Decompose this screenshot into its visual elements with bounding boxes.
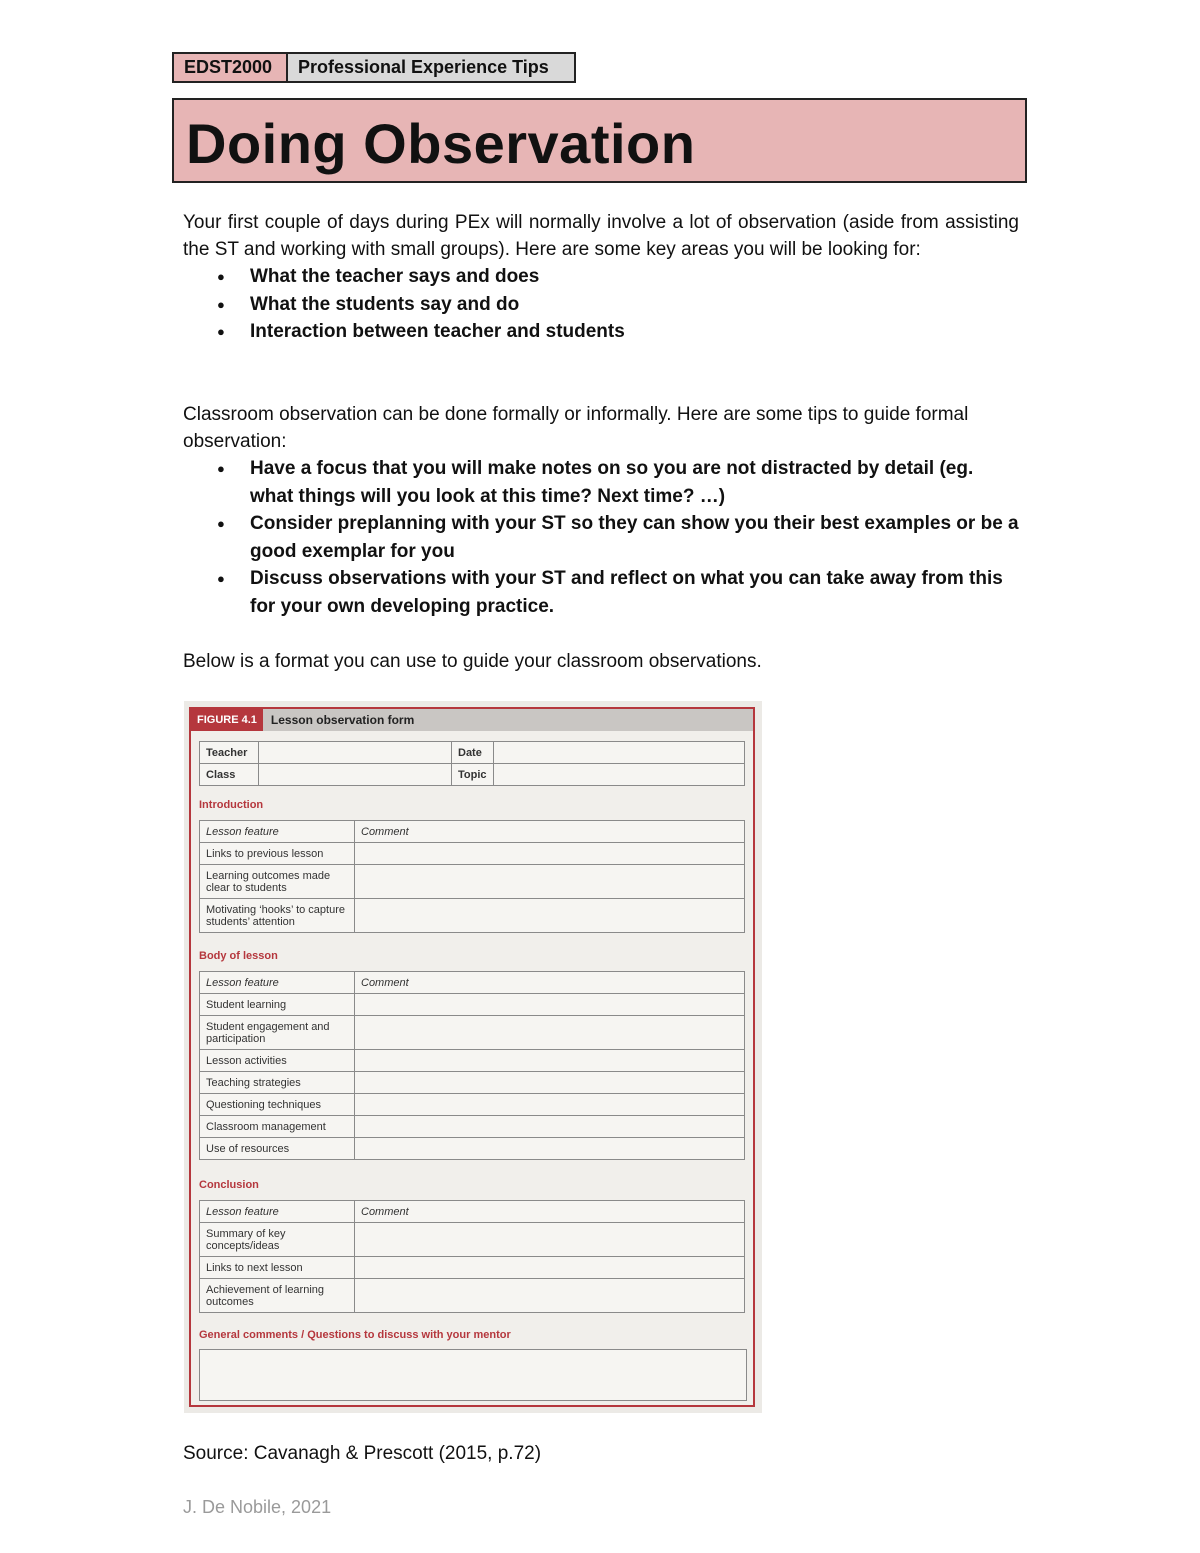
feature-row: Student engagement and participation <box>200 1016 355 1050</box>
figure-number: FIGURE 4.1 <box>191 709 263 731</box>
header-tag <box>172 52 576 83</box>
feature-row: Lesson activities <box>200 1050 355 1072</box>
section-body-label: Body of lesson <box>199 950 278 962</box>
feature-row: Student learning <box>200 994 355 1016</box>
bullet-item: ● Interaction between teacher and students <box>250 318 1019 346</box>
comment-cell <box>355 1223 745 1257</box>
bullet-item: ● Have a focus that you will make notes on so you are not distracted by detail (eg. what things will you look at this time? Next time? …) <box>250 455 1019 510</box>
comment-header: Comment <box>355 821 745 843</box>
section-conclusion-label: Conclusion <box>199 1179 259 1191</box>
introduction-table <box>199 820 745 933</box>
bullet-item: ● What the students say and do <box>250 291 1019 319</box>
date-label: Date <box>452 742 494 764</box>
bullet-item: ● What the teacher says and does <box>250 263 1019 291</box>
formal-paragraph: Classroom observation can be done formally or informally. Here are some tips to guide formal observation: <box>183 404 969 452</box>
course-code: EDST2000 <box>174 54 288 81</box>
teacher-info-table <box>199 741 745 786</box>
below-text: Below is a format you can use to guide your classroom observations. <box>183 651 762 672</box>
general-comments-box <box>199 1349 747 1401</box>
feature-row: Links to next lesson <box>200 1257 355 1279</box>
feature-header: Lesson feature <box>200 972 355 994</box>
intro-section <box>183 209 1019 346</box>
formal-section <box>183 401 1019 620</box>
feature-row: Links to previous lesson <box>200 843 355 865</box>
feature-row: Use of resources <box>200 1138 355 1160</box>
feature-row: Summary of key concepts/ideas <box>200 1223 355 1257</box>
comment-cell <box>355 1016 745 1050</box>
comment-cell <box>355 1138 745 1160</box>
figure-header <box>191 709 753 731</box>
topic-value-cell <box>493 764 744 786</box>
feature-header: Lesson feature <box>200 821 355 843</box>
comment-cell <box>355 1072 745 1094</box>
class-label: Class <box>200 764 259 786</box>
comment-cell <box>355 899 745 933</box>
page-title: Doing Observation <box>186 112 696 175</box>
source-citation: Source: Cavanagh & Prescott (2015, p.72) <box>183 1443 542 1464</box>
comment-cell <box>355 1257 745 1279</box>
topic-label: Topic <box>452 764 494 786</box>
comment-header: Comment <box>355 972 745 994</box>
class-value-cell <box>259 764 452 786</box>
figure-frame <box>189 707 755 1407</box>
feature-header: Lesson feature <box>200 1201 355 1223</box>
comment-cell <box>355 843 745 865</box>
intro-bullet-list <box>183 263 1019 346</box>
formal-bullet-list <box>183 455 1019 620</box>
figure-title: Lesson observation form <box>263 709 753 731</box>
feature-row: Achievement of learning outcomes <box>200 1279 355 1313</box>
lesson-observation-figure <box>184 701 762 1413</box>
feature-row: Learning outcomes made clear to students <box>200 865 355 899</box>
bullet-item: ● Discuss observations with your ST and reflect on what you can take away from this for your own developing practice. <box>250 565 1019 620</box>
intro-paragraph: Your first couple of days during PEx will normally involve a lot of observation (aside from assisting the ST and working with small groups). Here are some key areas you will be looking for: <box>183 212 1019 260</box>
feature-row: Teaching strategies <box>200 1072 355 1094</box>
section-introduction-label: Introduction <box>199 799 264 811</box>
title-box <box>172 98 1027 183</box>
tips-label: Professional Experience Tips <box>288 54 574 81</box>
feature-row: Motivating ‘hooks’ to capture students’ attention <box>200 899 355 933</box>
teacher-label: Teacher <box>200 742 259 764</box>
teacher-value-cell <box>259 742 452 764</box>
date-value-cell <box>493 742 744 764</box>
body-table <box>199 971 745 1160</box>
comment-cell <box>355 1116 745 1138</box>
comment-cell <box>355 1094 745 1116</box>
conclusion-table <box>199 1200 745 1313</box>
footer-author: J. De Nobile, 2021 <box>183 1497 332 1517</box>
general-comments-label: General comments / Questions to discuss with your mentor <box>199 1329 511 1341</box>
comment-header: Comment <box>355 1201 745 1223</box>
comment-cell <box>355 1050 745 1072</box>
feature-row: Classroom management <box>200 1116 355 1138</box>
comment-cell <box>355 994 745 1016</box>
bullet-item: ● Consider preplanning with your ST so they can show you their best examples or be a good exemplar for you <box>250 510 1019 565</box>
feature-row: Questioning techniques <box>200 1094 355 1116</box>
comment-cell <box>355 865 745 899</box>
comment-cell <box>355 1279 745 1313</box>
